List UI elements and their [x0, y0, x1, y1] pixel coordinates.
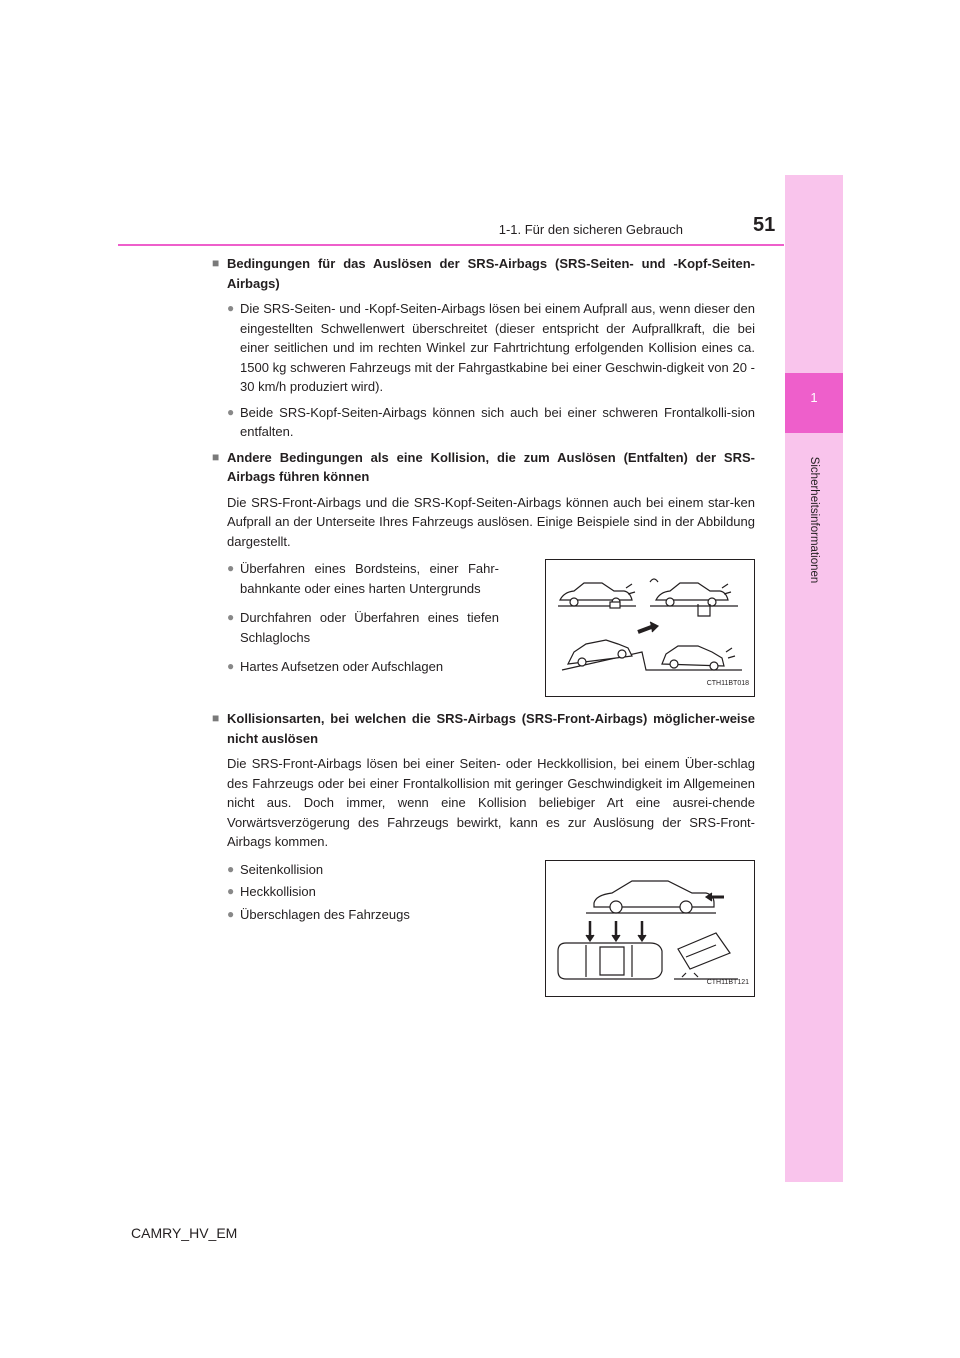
bullet-icon: ● [227, 404, 235, 419]
header-rule [118, 244, 784, 246]
list-item: ● Seitenkollision [227, 860, 499, 880]
square-bullet-icon: ■ [212, 256, 220, 270]
chapter-label: Sicherheitsinformationen [808, 456, 820, 584]
illustration-underbody-impact [545, 559, 755, 697]
bullet-icon: ● [227, 610, 235, 624]
list-item: ● Beide SRS-Kopf-Seiten-Airbags können sich auch bei einer schweren Frontalkolli-sion entfalten. [227, 403, 755, 442]
bullet-icon: ● [227, 906, 235, 921]
square-bullet-icon: ■ [212, 711, 220, 725]
section-paragraph: Die SRS-Front-Airbags lösen bei einer Seiten- oder Heckkollision, bei einem Über-schlag des Fahrzeugs oder bei einer Frontalkollision mit geringer Geschwindigkeit im Allgemeinen nicht aus. Doch immer, wenn eine Kollision beliebiger Art eine ausrei-chende Vorwärtsverzögerung des Fahrzeugs bewirkt, kann es zur Auslösung der SRS-Front-Airbags kommen. [227, 756, 755, 849]
list-item: ● Die SRS-Seiten- und -Kopf-Seiten-Airbags lösen bei einem Aufprall aus, wenn dieser den eingestellten Schwellenwert überschreitet (dieser entspricht der Aufprallkraft, die bei einer seitlichen und im rechten Winkel zur Fahrtrichtung erfolgenden Kollision eines ca. 1500 kg schweren Fahrzeugs mit der Fahrgastkabine bei einer Geschwin-digkeit von 20 - 30 km/h produziert wird). [227, 299, 755, 397]
section-heading: ■ Bedingungen für das Auslösen der SRS-Airbags (SRS-Seiten- und -Kopf-Seiten-Airbags) [212, 254, 755, 293]
list-item: ● Überfahren eines Bordsteins, einer Fahr-bahnkante oder eines harten Untergrunds [227, 559, 499, 598]
list-item: ● Heckkollision [227, 882, 499, 902]
bullet-icon: ● [227, 301, 235, 315]
bullet-icon: ● [227, 561, 235, 575]
section-title: 1-1. Für den sicheren Gebrauch [498, 222, 683, 237]
section-paragraph: Die SRS-Front-Airbags und die SRS-Kopf-Seiten-Airbags können auch bei einem star-ken Aufprall an der Unterseite Ihres Fahrzeugs auslösen. Einige Beispiele sind in der Abbildung dargestellt. [227, 494, 755, 549]
side-tab [785, 175, 843, 1182]
list-item: ● Durchfahren oder Überfahren eines tiefen Schlaglochs [227, 608, 499, 647]
figure-caption: CTH11BT121 [706, 979, 749, 986]
page-number: 51 [753, 214, 776, 236]
list-item: ● Überschlagen des Fahrzeugs [227, 905, 499, 925]
list-item: ● Hartes Aufsetzen oder Aufschlagen [227, 657, 499, 677]
footer-model: CAMRY_HV_EM [131, 1225, 238, 1241]
section-heading: ■ Andere Bedingungen als eine Kollision, die zum Auslösen (Entfalten) der SRS-Airbags führen können [212, 448, 755, 487]
bullet-icon: ● [227, 861, 235, 876]
square-bullet-icon: ■ [212, 449, 220, 464]
bullets-with-figure [227, 559, 755, 697]
illustration-collision-types [545, 860, 755, 997]
section-heading: ■ Kollisionsarten, bei welchen die SRS-Airbags (SRS-Front-Airbags) möglicher-weise nicht auslösen [212, 709, 755, 748]
page-content [212, 254, 755, 997]
bullet-icon: ● [227, 659, 235, 673]
chapter-number: 1 [810, 390, 818, 405]
figure-caption: CTH11BT018 [706, 679, 749, 687]
bullets-with-figure [227, 860, 755, 997]
bullet-icon: ● [227, 884, 235, 898]
